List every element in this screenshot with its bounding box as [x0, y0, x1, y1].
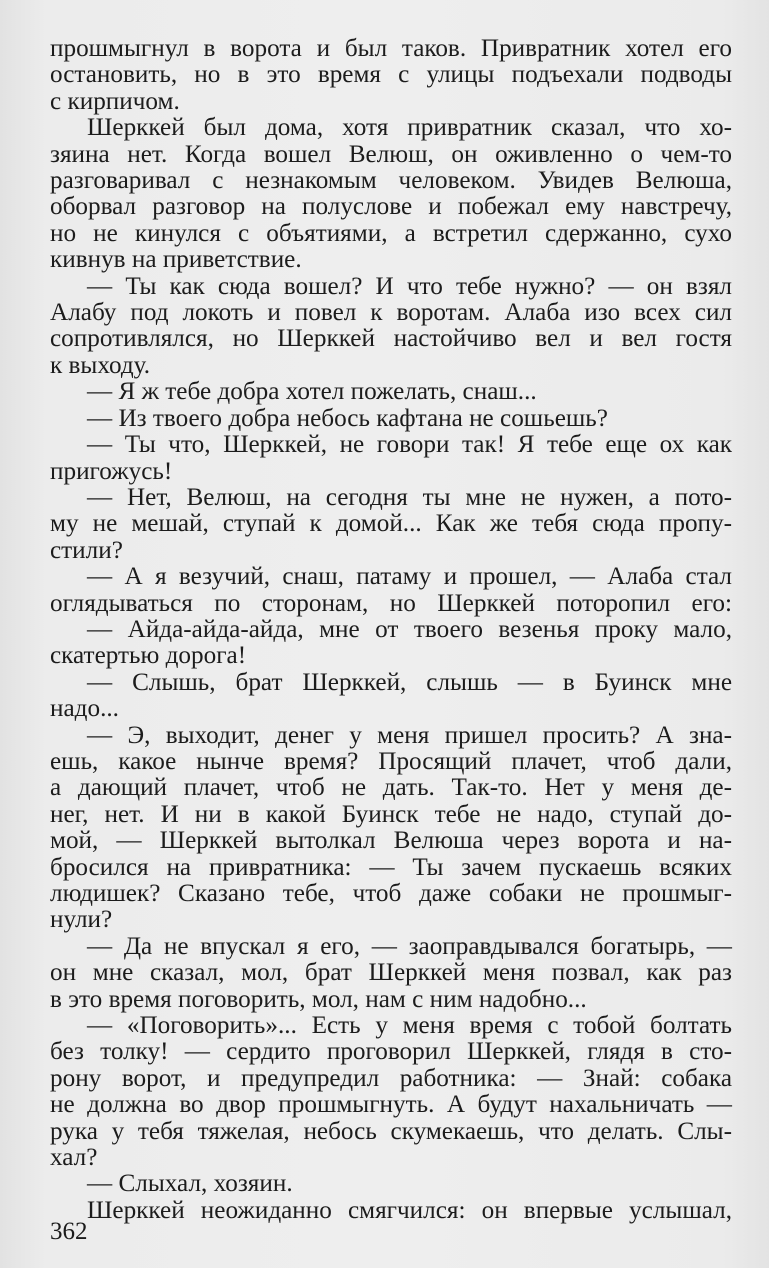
text-line: сопротивлялся, но Шерккей настойчиво вел и вел гостя	[50, 325, 732, 353]
text-line: без толку! — сердито проговорил Шерккей, глядя в сто-	[50, 1038, 732, 1066]
text-line: Алабу под локоть и повел к воротам. Алаба изо всех сил	[50, 299, 732, 327]
text-line: оглядываться по сторонам, но Шерккей поторопил его:	[50, 589, 732, 617]
text-line: но не кинулся с объятиями, а встретил сдержанно, сухо	[50, 219, 732, 247]
text-line: му не мешай, ступай к домой... Как же тебя сюда пропу-	[50, 510, 732, 538]
text-line: скатертью дорога!	[50, 642, 247, 670]
text-line: мой, — Шерккей вытолкал Велюша через ворота и на-	[50, 827, 732, 855]
text-line: — Слыхал, хозяин.	[87, 1170, 293, 1198]
text-line: — Э, выходит, денег у меня пришел просить? А зна-	[87, 721, 732, 749]
text-line: Шерккей был дома, хотя привратник сказал, что хо-	[87, 114, 732, 142]
text-line: стили?	[50, 536, 123, 564]
text-line: хал?	[50, 1144, 98, 1172]
text-line: он мне сказал, мол, брат Шерккей меня позвал, как раз	[50, 959, 732, 987]
text-line: к выходу.	[50, 351, 151, 379]
text-line: — Я ж тебе добра хотел пожелать, снаш...	[87, 378, 537, 406]
text-line: рону ворот, и предупредил работника: — Знай: собака	[50, 1064, 732, 1092]
text-line: в это время поговорить, мол, нам с ним надобно...	[50, 985, 587, 1013]
text-line: с кирпичом.	[50, 87, 180, 115]
text-line: — Из твоего добра небось кафтана не сошьешь?	[87, 404, 608, 432]
page-number: 362	[50, 1218, 88, 1245]
text-line: а дающий плачет, чтоб не дать. Так-то. Нет у меня де-	[50, 774, 732, 802]
text-line: Шерккей неожиданно смягчился: он впервые услышал,	[87, 1196, 732, 1224]
text-line: не должна во двор прошмыгнуть. А будут нахальничать —	[50, 1091, 732, 1119]
text-line: — Нет, Велюш, на сегодня ты мне не нужен, а пото-	[87, 483, 732, 511]
text-line: — Айда-айда-айда, мне от твоего везенья проку мало,	[87, 615, 732, 643]
text-line: — А я везучий, снаш, патаму и прошел, — Алаба стал	[87, 563, 732, 591]
text-line: остановить, но в это время с улицы подъехали подводы	[50, 61, 732, 89]
text-line: надо...	[50, 695, 119, 723]
text-line: — Ты как сюда вошел? И что тебе нужно? — он взял	[87, 272, 732, 300]
text-line: оборвал разговор на полуслове и побежал ему навстречу,	[50, 193, 732, 221]
text-line: кивнув на приветствие.	[50, 246, 302, 274]
page-text	[50, 36, 732, 1224]
text-line: нули?	[50, 906, 113, 934]
text-line: зяина нет. Когда вошел Велюш, он оживленно о чем-то	[50, 140, 732, 168]
text-line: прошмыгнул в ворота и был таков. Привратник хотел его	[50, 35, 732, 62]
text-line: нег, нет. И ни в какой Буинск тебе не надо, ступай до-	[50, 800, 732, 828]
text-line: — «Поговорить»... Есть у меня время с тобой болтать	[87, 1012, 732, 1040]
text-line: — Ты что, Шерккей, не говори так! Я тебе еще ох как	[87, 431, 732, 459]
text-line: ешь, какое нынче время? Просящий плачет, чтоб дали,	[50, 747, 732, 775]
text-line: разговаривал с незнакомым человеком. Увидев Велюша,	[50, 167, 732, 195]
text-line: — Да не впускал я его, — заоправдывался богатырь, —	[87, 932, 732, 960]
text-line: людишек? Сказано тебе, чтоб даже собаки не прошмыг-	[50, 880, 732, 907]
text-line: пригожусь!	[50, 457, 173, 485]
text-line: — Слышь, брат Шерккей, слышь — в Буинск мне	[87, 668, 732, 696]
text-line: бросился на привратника: — Ты зачем пускаешь всяких	[50, 853, 732, 881]
text-line: рука у тебя тяжелая, небось скумекаешь, что делать. Слы-	[50, 1117, 732, 1145]
